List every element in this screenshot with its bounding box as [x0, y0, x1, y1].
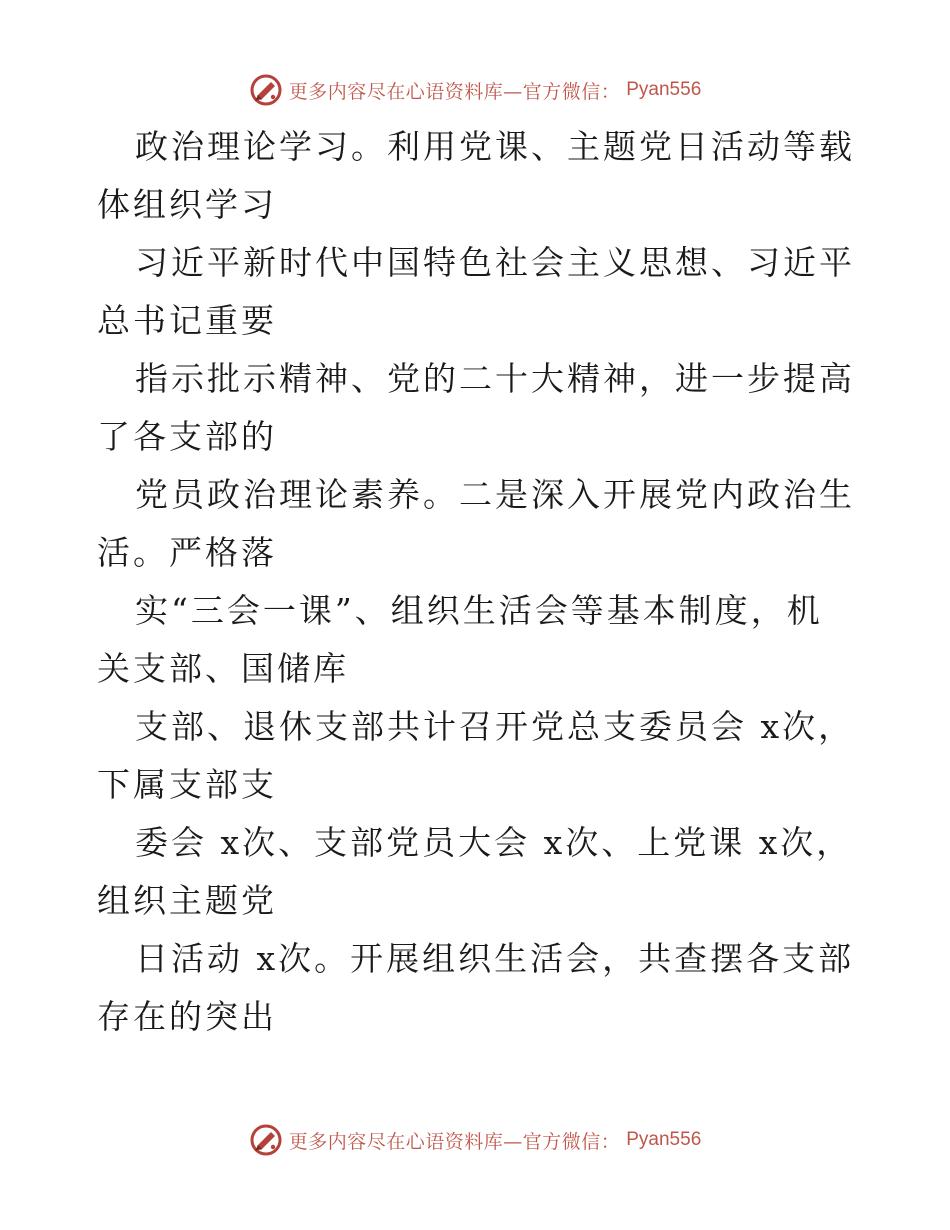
- watermark-text: 更多内容尽在心语资料库—官方微信：: [288, 1130, 621, 1153]
- watermark-text: 更多内容尽在心语资料库—官方微信：: [288, 80, 621, 103]
- watermark-id: Pyan556: [626, 1129, 702, 1150]
- paragraph: 政治理论学习。利用党课、主题党日活动等载体组织学习: [97, 127, 855, 224]
- footer-watermark: [0, 1120, 950, 1160]
- paragraph: 习近平新时代中国特色社会主义思想、习近平总书记重要: [97, 243, 855, 340]
- paragraph: 委会 x次、支部党员大会 x次、上党课 x次，组织主题党: [97, 823, 853, 920]
- pen-circle-logo-icon: [249, 73, 283, 107]
- paragraph: 党员政治理论素养。二是深入开展党内政治生活。严格落: [97, 475, 855, 572]
- paragraph: 指示批示精神、党的二十大精神，进一步提高了各支部的: [97, 359, 855, 456]
- paragraph: 实“三会一课”、组织生活会等基本制度，机关支部、国储库: [97, 591, 823, 688]
- document-body: [97, 118, 857, 1046]
- paragraph: 支部、退休支部共计召开党总支委员会 x次，下属支部支: [97, 707, 855, 804]
- watermark-id: Pyan556: [626, 79, 702, 100]
- header-watermark: [0, 70, 950, 110]
- paragraph: 日活动 x次。开展组织生活会，共查摆各支部存在的突出: [97, 939, 855, 1036]
- pen-circle-logo-icon: [249, 1123, 283, 1157]
